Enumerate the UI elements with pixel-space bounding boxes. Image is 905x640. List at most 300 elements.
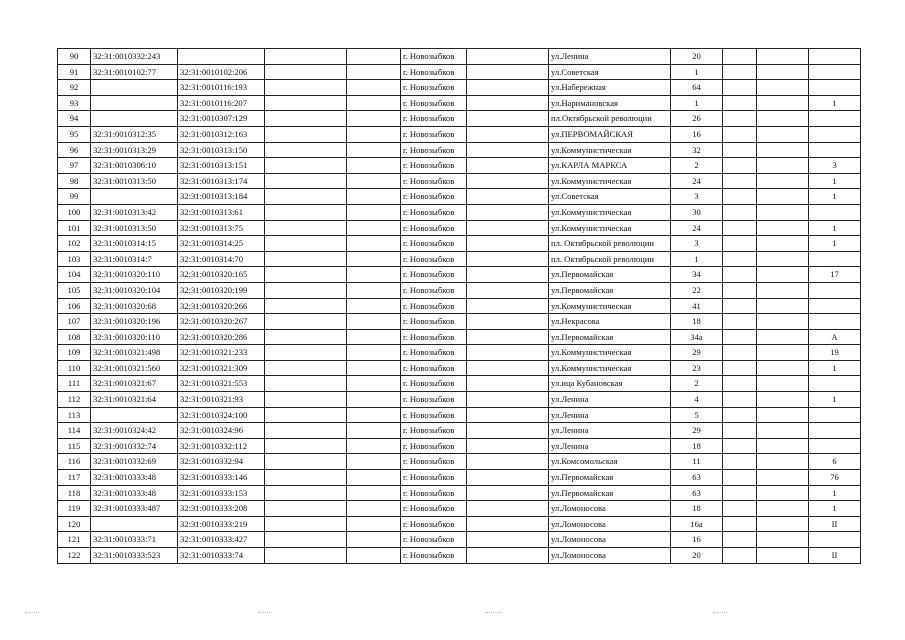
table-cell: 114 [58,423,91,439]
table-cell: 32:31:0010320:110 [91,329,178,345]
table-cell: г. Новозыбков [401,142,467,158]
table-cell [347,95,401,111]
table-cell: г. Новозыбков [401,49,467,65]
table-cell [347,126,401,142]
table-cell [91,189,178,205]
table-cell: г. Новозыбков [401,329,467,345]
table-cell: 112 [58,392,91,408]
table-cell [723,423,757,439]
table-cell [757,111,809,127]
table-row [58,532,861,548]
table-cell [757,532,809,548]
table-cell [809,111,861,127]
table-cell [178,49,265,65]
table-cell: ул.Первомайская [549,282,671,298]
table-cell [723,454,757,470]
table-cell: ул.ица Кубановская [549,376,671,392]
table-cell: 32:31:0010332:74 [91,438,178,454]
table-cell: 32:31:0010321:93 [178,392,265,408]
table-cell: 6 [809,454,861,470]
table-row [58,438,861,454]
table-cell: 32:31:0010321:498 [91,345,178,361]
table-cell: ул.Набережная [549,80,671,96]
table-cell: 98 [58,173,91,189]
table-row [58,407,861,423]
table-cell: 32:31:0010321:560 [91,360,178,376]
table-cell: 32:31:0010320:199 [178,282,265,298]
table-cell [723,376,757,392]
table-cell: 32:31:0010314:15 [91,236,178,252]
table-cell [809,298,861,314]
table-cell: пл. Октябрьской революции [549,251,671,267]
table-cell [723,267,757,283]
table-cell [757,329,809,345]
table-cell [347,376,401,392]
table-cell: г. Новозыбков [401,126,467,142]
table-cell: 32:31:0010314:70 [178,251,265,267]
table-cell [265,251,347,267]
table-cell [809,80,861,96]
table-cell: 30 [671,204,723,220]
table-cell: 32:31:0010320:286 [178,329,265,345]
table-cell: г. Новозыбков [401,282,467,298]
table-cell [723,173,757,189]
table-cell: 32:31:0010321:67 [91,376,178,392]
table-cell: 97 [58,158,91,174]
table-cell: г. Новозыбков [401,501,467,517]
table-cell: 19 [809,345,861,361]
table-cell: 100 [58,204,91,220]
table-cell: 32:31:0010312:35 [91,126,178,142]
table-cell: г. Новозыбков [401,251,467,267]
table-cell [809,407,861,423]
table-cell [757,438,809,454]
table-cell: 110 [58,360,91,376]
table-row [58,423,861,439]
table-cell [723,438,757,454]
table-cell: 32:31:0010313:75 [178,220,265,236]
table-cell [347,438,401,454]
table-cell: 41 [671,298,723,314]
table-cell: 64 [671,80,723,96]
table-cell [467,236,549,252]
table-cell: 32 [671,142,723,158]
table-cell [809,438,861,454]
table-cell: 32:31:0010324:100 [178,407,265,423]
table-cell: 1 [809,501,861,517]
table-cell: 32:31:0010313:61 [178,204,265,220]
table-cell: 16 [671,126,723,142]
table-cell [91,111,178,127]
table-cell: 32:31:0010314:25 [178,236,265,252]
table-cell [265,142,347,158]
table-cell [467,548,549,564]
table-cell [347,470,401,486]
table-cell [265,345,347,361]
table-cell [265,80,347,96]
table-cell [757,220,809,236]
table-cell: II [809,548,861,564]
footer-mark [486,612,500,616]
table-cell: г. Новозыбков [401,407,467,423]
table-cell [467,49,549,65]
table-cell: ул.Первомайская [549,329,671,345]
footer-mark [713,612,727,616]
table-cell: 32:31:0010313:50 [91,220,178,236]
table-cell: г. Новозыбков [401,485,467,501]
table-cell: 1 [809,485,861,501]
table-cell [757,360,809,376]
table-cell: г. Новозыбков [401,470,467,486]
table-row [58,220,861,236]
table-cell [723,142,757,158]
table-cell [91,95,178,111]
table-cell [723,360,757,376]
table-cell [467,516,549,532]
table-cell: 1 [809,173,861,189]
table-cell: 29 [671,423,723,439]
table-cell: 95 [58,126,91,142]
table-cell [723,189,757,205]
table-cell: 24 [671,220,723,236]
table-row [58,314,861,330]
table-cell: ул.Советская [549,64,671,80]
table-cell [347,501,401,517]
table-cell [723,220,757,236]
table-cell [91,516,178,532]
table-cell: 32:31:0010332:243 [91,49,178,65]
table-cell [467,329,549,345]
table-row [58,111,861,127]
table-row [58,329,861,345]
table-cell [347,204,401,220]
table-cell: 34 [671,267,723,283]
table-cell [265,95,347,111]
table-row [58,454,861,470]
table-cell: 1 [809,392,861,408]
table-cell: г. Новозыбков [401,298,467,314]
table-cell: 3 [671,236,723,252]
table-row [58,251,861,267]
table-cell: 18 [671,501,723,517]
table-cell [265,329,347,345]
table-cell: 1 [809,95,861,111]
table-cell: ул.ПЕРВОМАЙСКАЯ [549,126,671,142]
table-cell [723,516,757,532]
table-cell: 32:31:0010307:129 [178,111,265,127]
table-cell: 102 [58,236,91,252]
table-cell: 92 [58,80,91,96]
table-cell [347,454,401,470]
table-cell: 24 [671,173,723,189]
table-cell: 1 [671,251,723,267]
table-cell [347,298,401,314]
table-cell: г. Новозыбков [401,111,467,127]
table-cell: 20 [671,548,723,564]
table-row [58,376,861,392]
table-cell [757,64,809,80]
table-cell [347,282,401,298]
table-cell [467,220,549,236]
table-cell [91,80,178,96]
table-cell: 32:31:0010313:42 [91,204,178,220]
footer-mark [25,612,39,616]
table-cell: г. Новозыбков [401,267,467,283]
table-cell: 1 [809,236,861,252]
table-cell [723,251,757,267]
table-cell [347,532,401,548]
table-cell [809,532,861,548]
table-cell: А [809,329,861,345]
table-cell [723,470,757,486]
table-cell [265,189,347,205]
table-cell: 63 [671,485,723,501]
table-cell: 105 [58,282,91,298]
table-row [58,49,861,65]
table-cell [809,204,861,220]
table-cell: ул.Коммунистическая [549,142,671,158]
table-cell [265,392,347,408]
table-cell [467,204,549,220]
table-cell: 32:31:0010116:207 [178,95,265,111]
table-cell: 32:31:0010333:71 [91,532,178,548]
table-cell [265,267,347,283]
table-cell: 76 [809,470,861,486]
table-cell: 32:31:0010332:112 [178,438,265,454]
table-cell: г. Новозыбков [401,454,467,470]
table-cell [467,95,549,111]
table-cell: ул.Коммунистическая [549,298,671,314]
table-cell [347,516,401,532]
table-cell [265,314,347,330]
table-cell [723,282,757,298]
table-cell [467,126,549,142]
table-cell [265,423,347,439]
table-cell [809,282,861,298]
table-cell [347,314,401,330]
table-cell [265,485,347,501]
table-cell: 32:31:0010333:48 [91,485,178,501]
table-row [58,126,861,142]
table-cell: г. Новозыбков [401,236,467,252]
table-row [58,173,861,189]
table-cell: г. Новозыбков [401,95,467,111]
table-cell [265,111,347,127]
table-cell [757,251,809,267]
footer-mark [258,612,272,616]
table-cell [757,470,809,486]
table-cell [809,423,861,439]
table-cell [723,80,757,96]
table-cell [757,282,809,298]
table-cell [467,251,549,267]
table-cell [347,158,401,174]
table-cell [723,64,757,80]
table-row [58,142,861,158]
table-cell: 32:31:0010332:94 [178,454,265,470]
table-cell [757,204,809,220]
table-cell [265,548,347,564]
table-cell: 32:31:0010313:29 [91,142,178,158]
table-cell: 32:31:0010320:68 [91,298,178,314]
table-cell [91,407,178,423]
table-cell: 18 [671,314,723,330]
table-cell: 94 [58,111,91,127]
table-row [58,516,861,532]
table-cell [757,142,809,158]
table-cell [467,407,549,423]
table-cell: 121 [58,532,91,548]
table-row [58,64,861,80]
table-row [58,204,861,220]
table-row [58,267,861,283]
table-cell: 32:31:0010324:96 [178,423,265,439]
table-row [58,282,861,298]
table-cell: 104 [58,267,91,283]
table-cell [467,80,549,96]
table-cell: 32:31:0010313:50 [91,173,178,189]
table-cell [723,298,757,314]
table-cell: 32:31:0010332:69 [91,454,178,470]
table-cell: г. Новозыбков [401,173,467,189]
table-cell: 20 [671,49,723,65]
table-cell [757,267,809,283]
table-cell: ул.Ленина [549,392,671,408]
table-cell [265,204,347,220]
table-cell [757,501,809,517]
table-cell: 32:31:0010313:151 [178,158,265,174]
table-cell: ул.Ломоносова [549,548,671,564]
table-cell [467,298,549,314]
table-cell: г. Новозыбков [401,220,467,236]
records-table [57,48,861,564]
table-cell: 103 [58,251,91,267]
table-cell: 32:31:0010333:146 [178,470,265,486]
table-cell: 101 [58,220,91,236]
table-cell: 32:31:0010321:553 [178,376,265,392]
table-cell: 18 [671,438,723,454]
table-cell: 32:31:0010333:487 [91,501,178,517]
table-cell [723,345,757,361]
table-cell: 115 [58,438,91,454]
table-cell [265,470,347,486]
table-cell [757,95,809,111]
table-cell: г. Новозыбков [401,345,467,361]
table-cell [757,423,809,439]
table-cell: ул.Ленина [549,407,671,423]
table-cell [467,158,549,174]
table-cell [723,111,757,127]
table-cell [467,470,549,486]
table-cell [723,392,757,408]
table-cell [467,173,549,189]
table-cell [347,220,401,236]
table-cell: г. Новозыбков [401,64,467,80]
table-row [58,360,861,376]
table-cell: ул.Первомайская [549,470,671,486]
table-cell [467,438,549,454]
table-cell [757,314,809,330]
table-cell [757,80,809,96]
table-cell: 32:31:0010314:7 [91,251,178,267]
table-cell: г. Новозыбков [401,532,467,548]
table-cell: ул.Советская [549,189,671,205]
table-cell [467,282,549,298]
table-cell: 32:31:0010333:208 [178,501,265,517]
table-cell: ул.Коммунистическая [549,360,671,376]
table-cell: 118 [58,485,91,501]
table-cell [265,173,347,189]
table-cell [265,407,347,423]
table-cell: 32:31:0010333:74 [178,548,265,564]
table-cell: 3 [809,158,861,174]
table-cell: г. Новозыбков [401,423,467,439]
table-cell [723,204,757,220]
table-cell [809,251,861,267]
table-cell: 23 [671,360,723,376]
table-cell: 90 [58,49,91,65]
table-cell: 32:31:0010333:219 [178,516,265,532]
table-cell: ул.Коммунистическая [549,220,671,236]
table-cell [347,80,401,96]
table-cell: 16а [671,516,723,532]
table-cell: 32:31:0010306:10 [91,158,178,174]
table-cell: ул.Коммунистическая [549,173,671,189]
table-cell: 119 [58,501,91,517]
table-cell [757,345,809,361]
table-row [58,548,861,564]
table-cell [467,267,549,283]
table-cell: ул.Первомайская [549,485,671,501]
table-cell [265,64,347,80]
table-cell: 1 [671,95,723,111]
table-cell [347,236,401,252]
table-cell [757,454,809,470]
table-cell [265,126,347,142]
table-cell [265,501,347,517]
table-cell [467,532,549,548]
table-row [58,501,861,517]
table-cell [347,142,401,158]
table-cell [467,314,549,330]
table-cell: 32:31:0010102:77 [91,64,178,80]
table-cell [809,314,861,330]
table-cell: пл.Октябрьской революции [549,111,671,127]
table-cell: 108 [58,329,91,345]
table-cell: г. Новозыбков [401,204,467,220]
table-cell: пл. Октябрьской революции [549,236,671,252]
table-cell [467,376,549,392]
table-cell [809,142,861,158]
table-row [58,485,861,501]
table-cell: ул.Некрасова [549,314,671,330]
table-cell [347,251,401,267]
table-cell [757,189,809,205]
table-cell [265,298,347,314]
table-cell [347,173,401,189]
table-cell: 32:31:0010116:193 [178,80,265,96]
table-cell: 2 [671,376,723,392]
table-cell: г. Новозыбков [401,392,467,408]
table-cell [347,423,401,439]
table-row [58,236,861,252]
table-cell [757,516,809,532]
table-cell: ул.Наримановская [549,95,671,111]
table-cell: 32:31:0010320:267 [178,314,265,330]
table-cell [347,64,401,80]
table-cell [467,189,549,205]
table-cell: ул.Ленина [549,49,671,65]
